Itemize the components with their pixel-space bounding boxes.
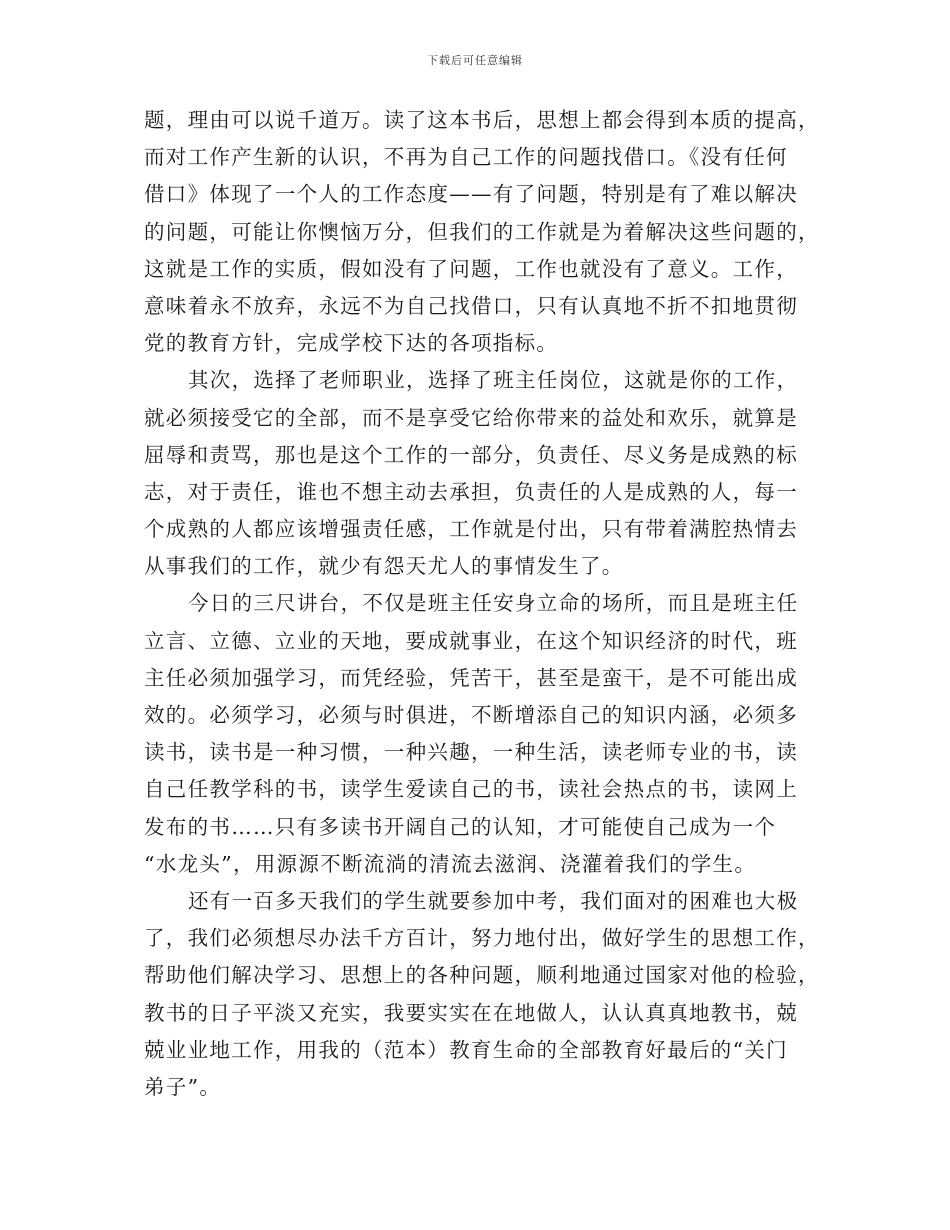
text-line: 意味着永不放弃，永远不为自己找借口，只有认真地不折不扣地贯彻 — [144, 293, 798, 318]
text-line: 发布的书……只有多读书开阔自己的认知，才可能使自己成为一个 — [144, 814, 777, 839]
text-line: “水龙头”，用源源不断流淌的清流去滋润、浇灌着我们的学生。 — [144, 851, 757, 876]
paragraph-1 — [144, 102, 820, 362]
text-line: 读书，读书是一种习惯，一种兴趣，一种生活，读老师专业的书，读 — [144, 740, 798, 765]
text-line: 效的。必须学习，必须与时俱进，不断增添自己的知识内涵，必须多 — [144, 703, 798, 727]
text-line: 今日的三尺讲台，不仅是班主任安身立命的场所，而且是班主任 — [188, 591, 799, 616]
document-body — [144, 102, 820, 1106]
text-line: 弟子”。 — [144, 1074, 222, 1099]
text-line: 主任必须加强学习，而凭经验，凭苦干，甚至是蛮干，是不可能出成 — [144, 665, 798, 690]
text-line: 从事我们的工作，就少有怨天尤人的事情发生了。 — [144, 554, 624, 579]
paragraph-2 — [144, 362, 810, 585]
text-line: 而对工作产生新的认识，不再为自己工作的问题找借口。《没有任何 — [144, 145, 788, 170]
text-line: 帮助他们解决学习、思想上的各种问题，顺利地通过国家对他的检验， — [144, 963, 820, 988]
text-line: 自己任教学科的书，读学生爱读自己的书，读社会热点的书，读网上 — [144, 777, 798, 802]
text-line: 其次，选择了老师职业，选择了班主任岗位，这就是你的工作， — [188, 368, 799, 393]
text-line: 还有一百多天我们的学生就要参加中考，我们面对的困难也大极 — [188, 888, 799, 913]
text-line: 党的教育方针，完成学校下达的各项指标。 — [144, 331, 559, 356]
text-line: 的问题，可能让你懊恼万分，但我们的工作就是为着解决这些问题的， — [144, 219, 820, 244]
text-line: 屈辱和责骂，那也是这个工作的一部分，负责任、尽义务是成熟的标 — [144, 442, 798, 467]
text-line: 志，对于责任，谁也不想主动去承担，负责任的人是成熟的人，每一 — [144, 479, 798, 504]
text-line: 借口》体现了一个人的工作态度——有了问题，特别是有了难以解决 — [144, 182, 798, 207]
text-line: 兢业业地工作，用我的（范本）教育生命的全部教育好最后的“关门 — [144, 1037, 788, 1062]
text-line: 题，理由可以说千道万。读了这本书后，思想上都会得到本质的提高， — [144, 108, 820, 132]
text-line: 教书的日子平淡又充实，我要实实在在地做人，认认真真地教书，兢 — [144, 1000, 798, 1025]
text-line: 就必须接受它的全部，而不是享受它给你带来的益处和欢乐，就算是 — [144, 405, 798, 430]
text-line: 这就是工作的实质，假如没有了问题，工作也就没有了意义。工作， — [144, 256, 798, 281]
text-line: 了，我们必须想尽办法千方百计，努力地付出，做好学生的思想工作， — [144, 926, 820, 951]
text-line: 个成熟的人都应该增强责任感，工作就是付出，只有带着满腔热情去 — [144, 517, 798, 542]
paragraph-3 — [144, 585, 810, 883]
text-line: 立言、立德、立业的天地，要成就事业，在这个知识经济的时代，班 — [144, 628, 798, 653]
paragraph-4 — [144, 883, 820, 1106]
page-header: 下载后可任意编辑 — [427, 54, 523, 67]
